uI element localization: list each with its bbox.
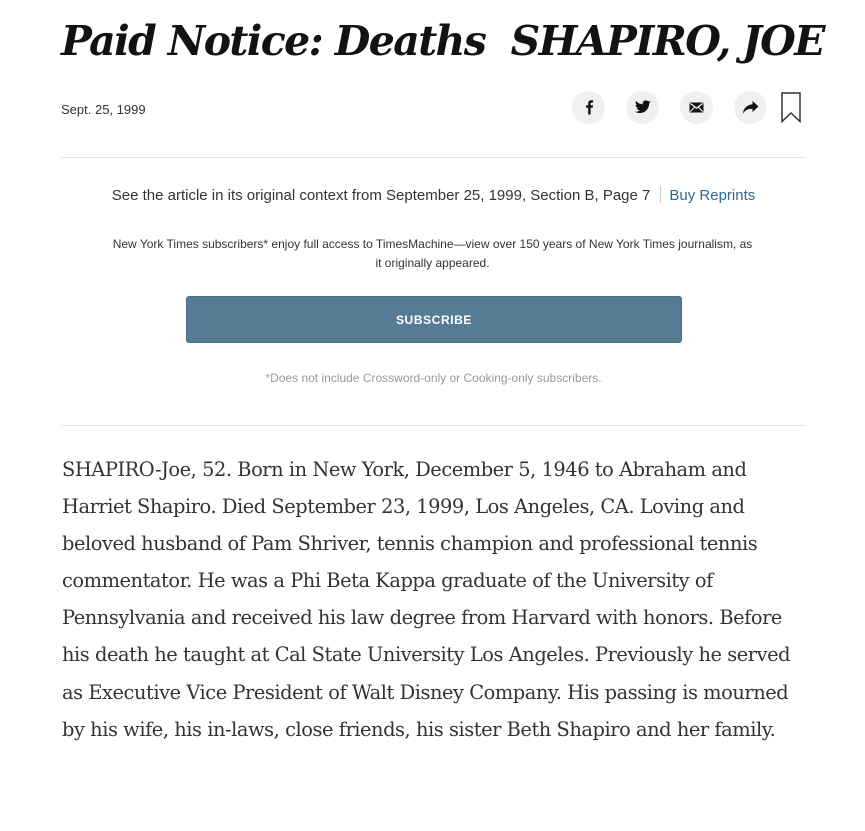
share-toolbar [572,90,802,124]
twitter-share-button[interactable] [626,91,659,124]
timesmachine-promo-text: New York Times subscribers* enjoy full access to TimesMachine—view over 150 years of New York Times journalism, as it originally appeared. [112,237,753,270]
divider-top [61,157,806,158]
context-separator [660,186,661,203]
email-share-button[interactable] [680,91,713,124]
divider-bottom [61,425,806,426]
subscribe-button[interactable]: SUBSCRIBE [186,296,682,343]
facebook-icon [582,99,596,115]
share-icon [742,100,759,115]
bookmark-icon [781,92,801,123]
subscriber-disclaimer: *Does not include Crossword-only or Cooking-only subscribers. [265,371,602,385]
article-headline: Paid Notice: Deaths SHAPIRO, JOE [61,17,824,65]
more-share-button[interactable] [734,91,767,124]
publish-date: Sept. 25, 1999 [61,102,146,117]
article-body-text: SHAPIRO-Joe, 52. Born in New York, December 5, 1946 to Abraham and Harriet Shapiro. Died September 23, 1999, Los Angeles, CA. Loving and beloved husband of Pam Shriver, tennis champion and professional tennis commentator. He was a Phi Beta Kappa graduate of the University of Pennsylvania and received his law degree from Harvard with honors. Before his death he taught at Cal State University Los Angeles. Previously he served as Executive Vice President of Walt Disney Company. His passing is mourned by his wife, his in-laws, close friends, his sister Beth Shapiro and her family. [62,458,791,741]
original-context-text: See the article in its original context from September 25, 1999, Section B, Page 7 [111,187,651,204]
email-icon [689,102,704,113]
save-bookmark-button[interactable] [780,91,802,123]
facebook-share-button[interactable] [572,91,605,124]
twitter-icon [635,100,651,114]
original-context-line [61,186,806,204]
buy-reprints-link[interactable]: Buy Reprints [669,187,756,204]
